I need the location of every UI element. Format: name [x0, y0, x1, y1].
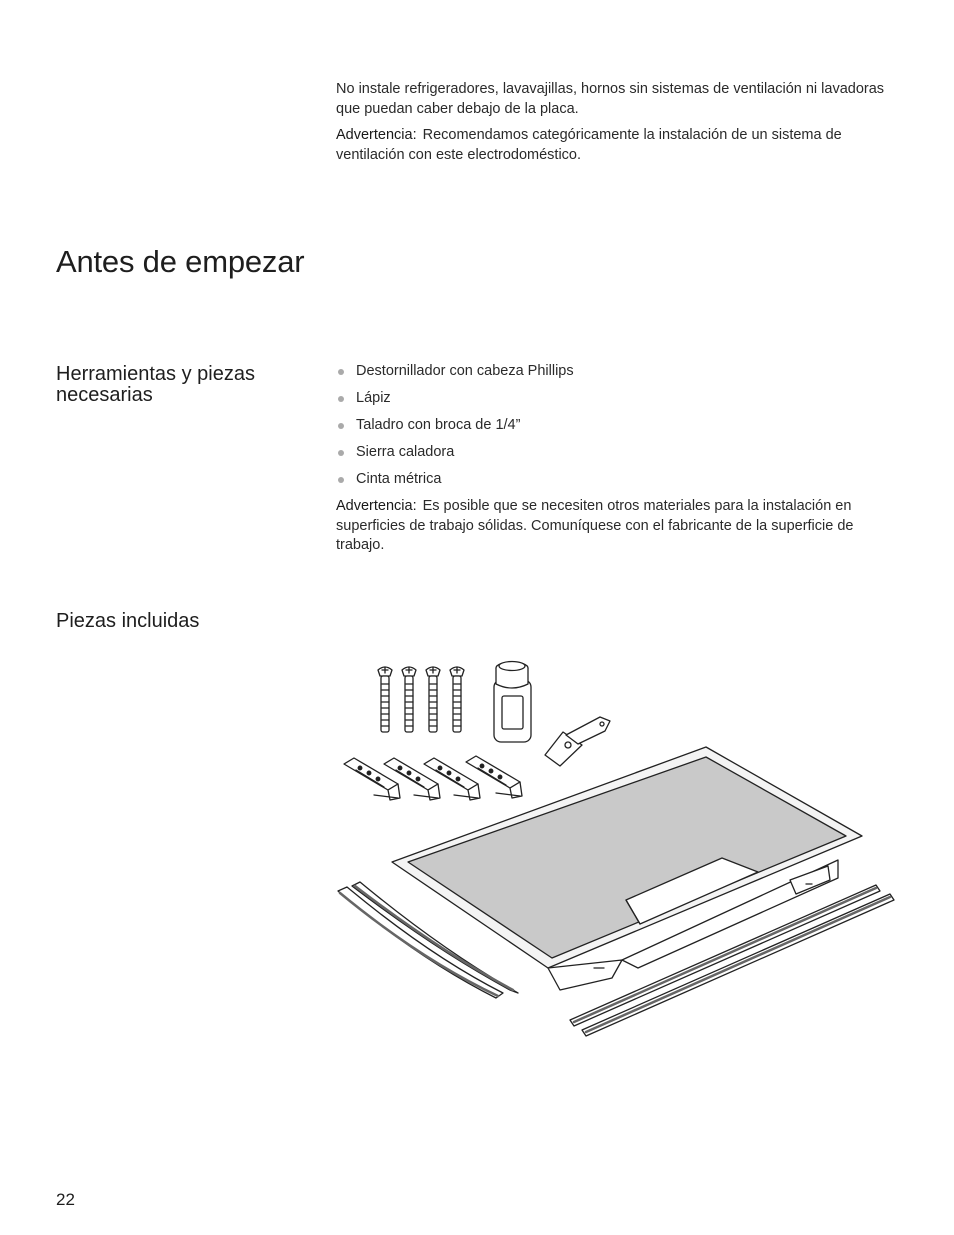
warning-text: Recomendamos categóricamente la instalación de un sistema de ventilación con este electrodoméstico.: [336, 127, 842, 163]
screw-icon: [378, 667, 392, 732]
list-item: Taladro con broca de 1/4”: [336, 415, 574, 442]
list-item: Cinta métrica: [336, 469, 574, 496]
intro-paragraph: No instale refrigeradores, lavavajillas, hornos sin sistemas de ventilación ni lavadoras que puedan caber debajo de la placa.: [336, 81, 885, 117]
tools-list: [336, 361, 574, 496]
tools-warning: [336, 497, 896, 556]
list-item: Sierra caladora: [336, 442, 574, 469]
page-title: Antes de empezar: [56, 244, 305, 279]
included-parts-illustration: [330, 650, 900, 1040]
warning-text: Es posible que se necesiten otros materiales para la instalación en superficies de trabajo sólidas. Comuníquese con el fabricante de la superficie de trabajo.: [336, 498, 854, 553]
list-item: Lápiz: [336, 388, 574, 415]
adhesive-bottle-icon: [494, 662, 531, 743]
screw-icon: [402, 667, 416, 732]
screw-icon: [426, 667, 440, 732]
warning-label: Advertencia:: [336, 498, 417, 514]
intro-warning: [336, 126, 906, 165]
scraper-icon: [545, 717, 610, 766]
warning-label: Advertencia:: [336, 127, 417, 143]
screw-icon: [450, 667, 464, 732]
page-number: 22: [56, 1190, 75, 1209]
tools-heading: Herramientas y piezas necesarias: [56, 363, 255, 406]
intro-block: [336, 80, 906, 172]
parts-heading: Piezas incluidas: [56, 610, 200, 632]
list-item: Destornillador con cabeza Phillips: [336, 361, 574, 388]
